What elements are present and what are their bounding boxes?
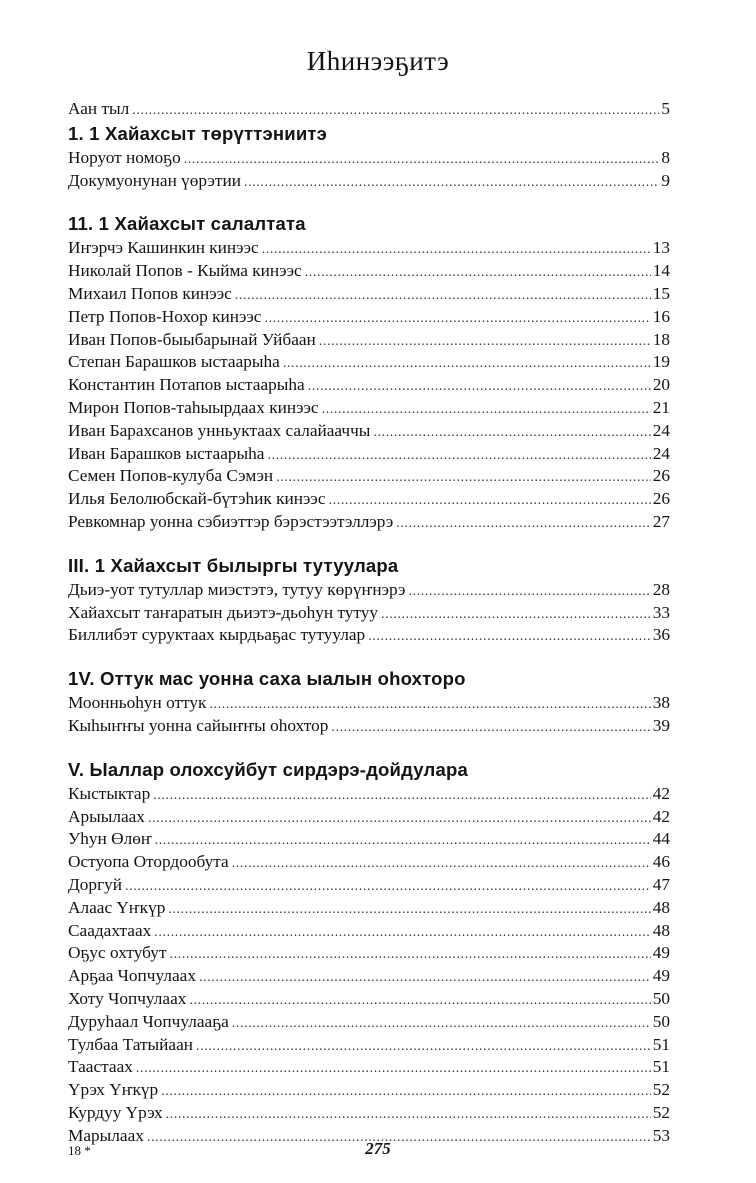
toc-entry-page: 13 [652,238,670,258]
dot-leader [308,376,651,399]
toc-entry-page: 52 [652,1102,670,1122]
toc-entry [68,851,670,874]
toc-entry-page: 49 [652,966,670,986]
toc-entry-page: 5 [661,99,670,118]
dot-leader [184,149,660,172]
toc-entry-label: Михаил Попов кинээс [68,283,232,303]
dot-leader [322,399,651,422]
dot-leader [199,967,651,990]
section-heading: 11. 1 Хайахсыт салалтата [68,213,306,235]
toc-entry-page: 24 [652,443,670,463]
toc-entry-label: Семен Попов-кулуба Сэмэн [68,466,274,486]
toc-entry-label: Ревкомнар уонна сэбиэттэр бэрэстээтэллэрэ [68,511,394,531]
dot-leader [262,239,651,262]
toc-entry-page: 50 [652,1011,670,1031]
toc-entry-page: 38 [652,693,670,713]
dot-leader [209,694,650,717]
toc-entry [68,283,670,306]
dot-leader [264,308,650,331]
toc-section [68,98,670,121]
toc-entry-label: Үрэх Үҥкүр [68,1080,159,1100]
toc-entry-page: 16 [652,306,670,326]
toc-entry-page: 42 [652,783,670,803]
dot-leader [125,876,651,899]
toc-entry-page: 19 [652,352,670,372]
toc-entry [68,329,670,352]
toc-entry-label: Кыһыҥҥы уонна сайыҥҥы оһохтор [68,715,329,735]
toc-entry-label: Мирон Попов-таһыырдаах кинээс [68,397,319,417]
toc-entry [68,420,670,443]
toc-entry-page: 51 [652,1057,670,1077]
toc-entry-page: 47 [652,874,670,894]
toc-entry [68,897,670,920]
dot-leader [368,626,651,649]
dot-leader [136,1058,651,1081]
toc-entry-page: 15 [652,283,670,303]
dot-leader [331,717,650,740]
dot-leader [267,445,650,468]
toc-entry [68,511,670,534]
toc-entry-page: 26 [652,466,670,486]
toc-entry-label: Курдуу Үрэх [68,1102,163,1122]
dot-leader [276,467,651,490]
printer-signature-mark: 18 * [68,1143,91,1158]
toc-entry-label: Тулбаа Татыйаан [68,1034,194,1054]
toc-entry-page: 27 [652,511,670,531]
toc-entry-page: 21 [652,397,670,417]
toc-entry [68,1034,670,1057]
page-title: Иһинээҕитэ [306,46,450,76]
toc-entry-label: Петр Попов-Нохор кинээс [68,306,262,326]
toc-entry-label: Илья Белолюбскай-бүтэһик кинээс [68,489,326,509]
toc-entry-label: Оҕус охтубут [68,943,167,963]
section-heading: V. Ыаллар олохсуйбут сирдэрэ-дойдулара [68,758,468,780]
toc-entry-page: 8 [661,147,670,167]
toc-entry-page: 52 [652,1080,670,1100]
toc-entry [68,874,670,897]
dot-leader [283,353,651,376]
dot-leader [153,785,651,808]
toc-entry [68,351,670,374]
toc-entry [68,465,670,488]
toc-entry [68,692,670,715]
section-heading: 1V. Оттук мас уонна саха ыалын оһохторо [68,668,466,690]
toc-entry-label: Докумуонунан үөрэтии [68,170,241,190]
dot-leader [161,1081,651,1104]
toc-entry-page: 28 [652,579,670,599]
toc-entry-page: 20 [652,375,670,395]
toc-entry [68,942,670,965]
toc-entry-label: Иван Попов-быыбарынай Уйбаан [68,329,316,349]
dot-leader [373,422,650,445]
toc-entry [68,170,670,193]
table-of-contents [68,98,670,1147]
toc-entry [68,715,670,738]
toc-entry [68,1079,670,1102]
dot-leader [196,1036,651,1059]
toc-entry-page: 18 [652,329,670,349]
toc-entry [68,783,670,806]
toc-entry-label: Николай Попов - Кыйма кинээс [68,261,302,281]
toc-entry-page: 42 [652,806,670,826]
toc-entry-page: 9 [661,170,670,190]
toc-entry-label: Марылаах [68,1125,144,1145]
toc-entry [68,443,670,466]
toc-entry [68,965,670,988]
toc-entry-page: 50 [652,988,670,1008]
toc-entry-label: Норуот номоҕо [68,147,181,167]
toc-entry-label: Биллибэт суруктаах кырдьаҕас тутуулар [68,625,366,645]
toc-entry [68,1011,670,1034]
toc-section [68,121,670,193]
toc-entry-page: 24 [652,420,670,440]
toc-entry [68,98,670,121]
toc-entry-label: Арҕаа Чопчулаах [68,966,196,986]
toc-entry-page: 48 [652,897,670,917]
toc-entry-label: Моонньоһун оттук [68,693,207,713]
toc-entry-label: Уһун Өлөҥ [68,829,152,849]
toc-entry [68,1102,670,1125]
toc-entry [68,397,670,420]
toc-entry-label: Иван Барашков ыстаарыһа [68,443,265,463]
toc-entry-page: 44 [652,829,670,849]
toc-entry-label: Таастаах [68,1057,133,1077]
toc-entry-label: Дьиэ-уот тутуллар миэстэтэ, тутуу көрүҥнэрэ [68,579,406,599]
toc-entry [68,488,670,511]
page-number: 275 [365,1139,391,1158]
toc-entry-page: 53 [652,1125,670,1145]
dot-leader [166,1104,651,1127]
toc-section [68,211,670,533]
toc-entry [68,602,670,625]
section-heading: 1. 1 Хайахсыт төрүттэниитэ [68,122,328,144]
dot-leader [381,604,651,627]
dot-leader [170,944,651,967]
toc-entry-label: Доргуй [68,874,123,894]
toc-entry [68,260,670,283]
toc-entry-label: Иҥэрчэ Кашинкин кинээс [68,238,259,258]
toc-entry [68,806,670,829]
toc-entry-label: Арыылаах [68,806,145,826]
toc-entry-page: 46 [652,852,670,872]
dot-leader [189,990,650,1013]
toc-entry-label: Хайахсыт таҥаратын дьиэтэ-дьоһун тутуу [68,602,379,622]
dot-leader [168,899,650,922]
dot-leader [396,513,650,536]
dot-leader [148,808,651,831]
dot-leader [132,100,659,123]
dot-leader [408,581,650,604]
dot-leader [305,262,651,285]
toc-entry-page: 26 [652,489,670,509]
toc-entry-label: Саадахтаах [68,920,152,940]
toc-section [68,553,670,647]
toc-entry-page: 36 [652,625,670,645]
toc-entry [68,988,670,1011]
dot-leader [232,853,651,876]
dot-leader [329,490,651,513]
toc-entry-page: 33 [652,602,670,622]
toc-entry-label: Аан тыл [68,99,130,118]
toc-entry [68,147,670,170]
toc-entry-label: Иван Барахсанов унньуктаах салайааччы [68,420,371,440]
toc-section [68,666,670,738]
toc-entry [68,828,670,851]
dot-leader [319,331,651,354]
toc-entry-page: 51 [652,1034,670,1054]
toc-entry-label: Остуопа Отордообута [68,852,229,872]
toc-entry [68,374,670,397]
toc-entry-label: Дуруһаал Чопчулааҕа [68,1011,229,1031]
toc-entry [68,306,670,329]
toc-entry-page: 14 [652,261,670,281]
toc-entry-page: 49 [652,943,670,963]
toc-entry-page: 39 [652,715,670,735]
toc-entry [68,624,670,647]
section-heading: III. 1 Хайахсыт былыргы тутуулара [68,554,399,576]
toc-entry-label: Степан Барашков ыстаарыһа [68,352,280,372]
dot-leader [232,1013,651,1036]
toc-entry [68,579,670,602]
dot-leader [155,830,651,853]
toc-entry [68,920,670,943]
toc-section [68,757,670,1148]
toc-entry-label: Кыстыктар [68,783,151,803]
toc-entry-label: Константин Потапов ыстаарыһа [68,375,305,395]
dot-leader [244,172,659,195]
dot-leader [154,922,650,945]
toc-entry-label: Хоту Чопчулаах [68,988,187,1008]
toc-entry [68,1056,670,1079]
dot-leader [235,285,651,308]
toc-entry [68,237,670,260]
toc-entry-label: Алаас Үҥкүр [68,897,166,917]
toc-entry-page: 48 [652,920,670,940]
